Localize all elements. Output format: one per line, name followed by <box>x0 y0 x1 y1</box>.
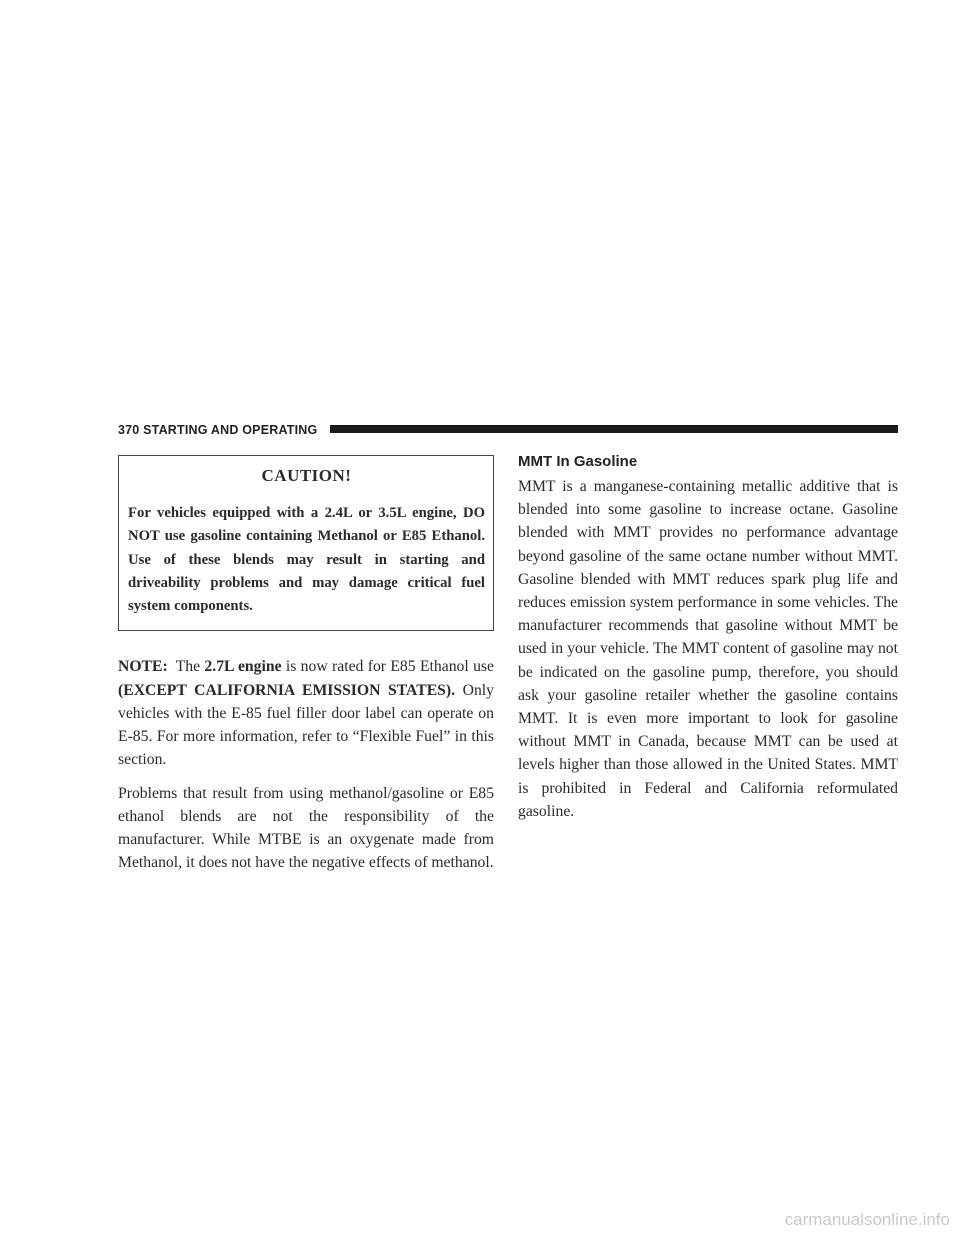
mmt-paragraph: MMT is a manganese-containing metallic additive that is blended into some gasoline to increase octane. Gasoline blended with MMT provides no performance advantage beyond gasoline of the same octane number without MMT. Gasoline blended with MMT reduces spark plug life and reduces emission system performance in some vehicles. The manufacturer recommends that gasoline without MMT be used in your vehicle. The MMT content of gasoline may not be indicated on the gasoline pump, therefore, you should ask your gasoline retailer whether the gasoline contains MMT. It is even more important to look for gasoline without MMT in Canada, because MMT can be used at levels higher than those allowed in the United States. MMT is prohibited in Federal and California reformulated gasoline. <box>518 478 898 820</box>
mmt-heading: MMT In Gasoline <box>518 453 638 470</box>
methanol-paragraph: Problems that result from using methanol/gasoline or E85 ethanol blends are not the responsibility of the manufacturer. While MTBE is an oxygenate made from Methanol, it does not have the negative effects of methanol. <box>118 784 494 872</box>
note-engine: 2.7L engine <box>204 658 282 676</box>
note-text-3: Only vehicles with the E-85 fuel filler door label can operate on E-85. For more information, refer to “Flexible Fuel” in this section. <box>118 681 494 769</box>
right-column <box>518 452 898 823</box>
left-column <box>118 455 494 874</box>
caution-box <box>118 455 494 631</box>
site-watermark: carmanualsonline.info <box>784 1210 950 1229</box>
caution-text: For vehicles equipped with a 2.4L or 3.5L engine, DO NOT use gasoline containing Methanol or E85 Ethanol. Use of these blends may result in starting and driveability problems and may damage critical fuel system components. <box>128 505 485 615</box>
note-exception: (EXCEPT CALIFORNIA EMISSION STATES). <box>118 681 456 699</box>
note-text-1: The <box>175 658 205 676</box>
note-text-2: is now rated for E85 Ethanol use <box>281 658 494 676</box>
page-number-section-label: 370 STARTING AND OPERATING <box>118 423 318 437</box>
caution-title: CAUTION! <box>261 466 352 485</box>
note-label: NOTE: <box>118 658 168 676</box>
header-rule <box>330 425 898 433</box>
page-header <box>118 422 898 438</box>
note-paragraph <box>118 655 494 771</box>
